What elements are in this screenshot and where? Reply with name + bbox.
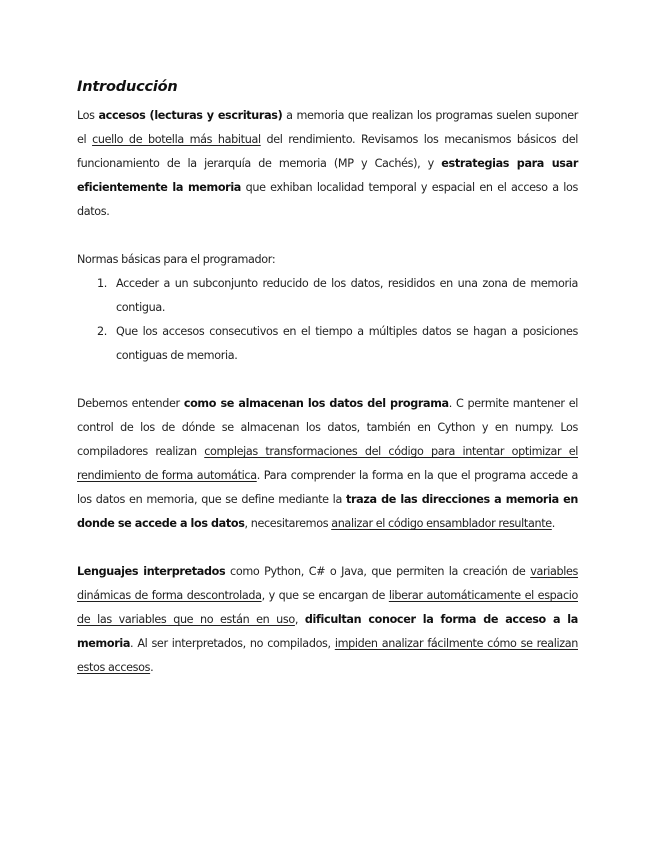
text-run: , y que se encargan de — [261, 589, 389, 602]
text-run: . — [150, 661, 154, 674]
interpreted-paragraph — [77, 560, 578, 680]
storage-paragraph — [77, 392, 578, 536]
bold-run: accesos (lecturas y escrituras) — [98, 109, 283, 122]
text-run: . C permite mantener el control de los de dónde se almacenan los datos, también en Cython y en numpy. Los compiladores realizan — [77, 397, 578, 458]
underlined-run: variables dinámicas de forma descontrolada — [77, 565, 579, 602]
paragraph-spacer — [77, 368, 578, 392]
text-run: . Para comprender la forma en la que el programa accede a los datos en memoria, que se define mediante la — [77, 469, 578, 506]
text-run: , — [294, 613, 305, 626]
underlined-run: liberar automáticamente el espacio de las variables que no están en uso — [77, 589, 578, 626]
list-item-text: Acceder a un subconjunto reducido de los datos, resididos en una zona de memoria contigua. — [116, 277, 578, 314]
underlined-run: analizar el código ensamblador resultante — [331, 517, 552, 530]
bold-run: dificultan conocer la forma de acceso a la memoria — [77, 613, 578, 650]
paragraph-spacer — [77, 536, 578, 560]
list-item-text: Que los accesos consecutivos en el tiempo a múltiples datos se hagan a posiciones contiguas de memoria. — [116, 325, 578, 362]
list-number: 1. — [97, 277, 107, 290]
bold-run: traza de las direcciones a memoria en donde se accede a los datos — [77, 493, 578, 530]
underlined-run: cuello de botella más habitual — [92, 133, 261, 146]
text-run: . — [551, 517, 556, 530]
text-run: , necesitaremos — [244, 517, 332, 530]
section-title: Introducción — [77, 79, 178, 95]
text-run: Los — [77, 109, 99, 122]
bold-run: Lenguajes interpretados — [77, 565, 226, 578]
document-page — [77, 74, 578, 680]
underlined-run: impiden analizar fácilmente cómo se realizan estos accesos — [77, 637, 578, 674]
list-number: 2. — [97, 325, 107, 338]
intro-paragraph — [77, 104, 578, 224]
rules-list — [77, 272, 578, 368]
text-run: . Al ser interpretados, no compilados, — [130, 637, 335, 650]
list-item — [77, 320, 578, 368]
bold-run: como se almacenan los datos del programa — [183, 397, 449, 410]
text-run: Debemos entender — [77, 397, 184, 410]
text-run: del rendimiento. Revisamos los mecanismos básicos del funcionamiento de la jerarquía de memoria (MP y Cachés), y — [77, 133, 578, 170]
bold-run: estrategias para usar eficientemente la memoria — [77, 157, 578, 194]
rules-intro: Normas básicas para el programador: — [77, 253, 276, 266]
text-run: que exhiban localidad temporal y espacial en el acceso a los datos. — [77, 181, 579, 218]
text-run: a memoria que realizan los programas suelen suponer el — [77, 109, 578, 146]
list-item — [77, 272, 578, 320]
paragraph-spacer — [77, 224, 578, 248]
underlined-run: complejas transformaciones del código para intentar optimizar el rendimiento de forma automática — [77, 445, 578, 482]
text-run: como Python, C# o Java, que permiten la creación de — [225, 565, 531, 578]
